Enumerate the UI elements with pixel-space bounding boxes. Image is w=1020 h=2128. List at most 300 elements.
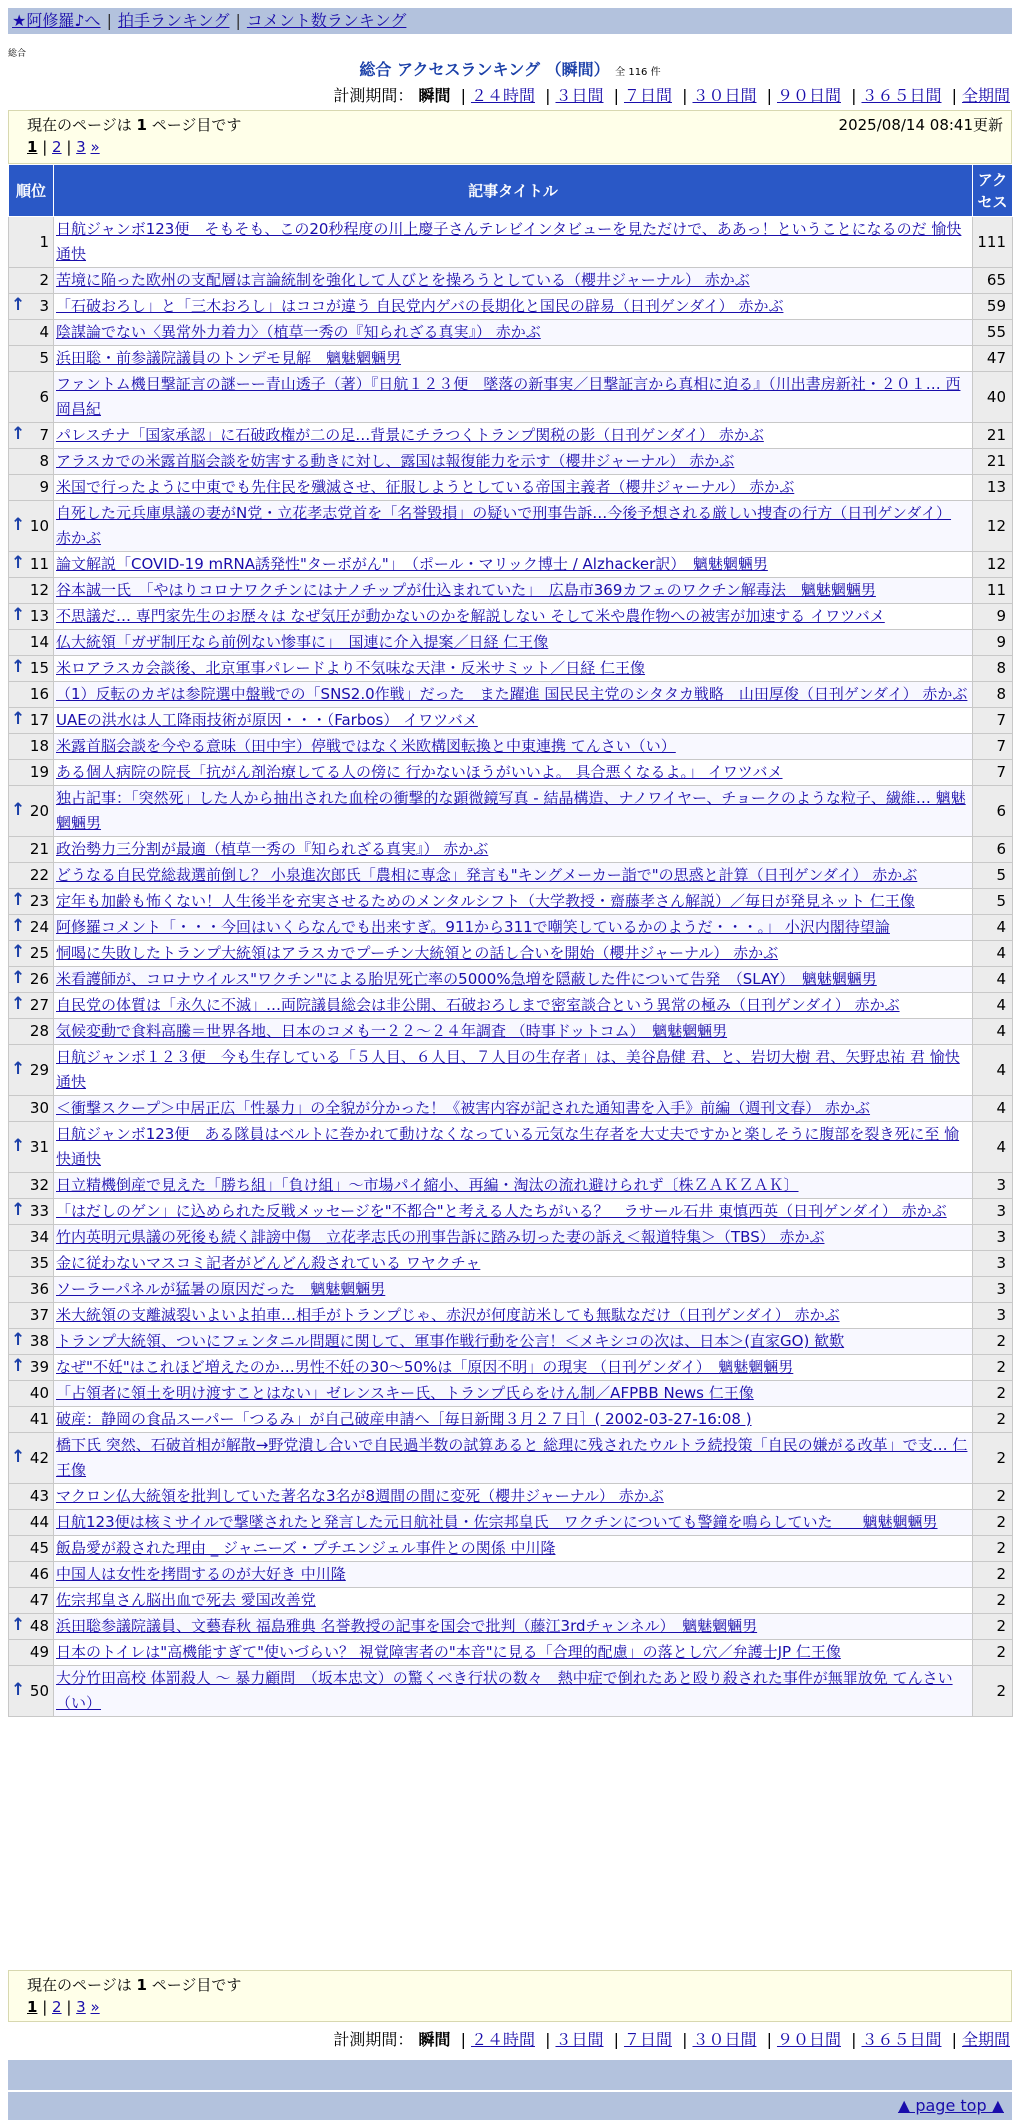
period-option-24h-bottom[interactable]: ２４時間 xyxy=(470,2030,535,2049)
article-link[interactable]: 定年も加齢も怖くない！人生後半を充実させるためのメンタルシフト（大学教授・齋藤孝さん解説）／毎日が発見ネット 仁王像 xyxy=(56,892,915,910)
access-count: 2 xyxy=(973,1329,1013,1355)
table-row xyxy=(9,889,1013,915)
table-row xyxy=(9,372,1013,423)
rank-cell xyxy=(9,1510,54,1536)
rank-cell xyxy=(9,993,54,1019)
article-link[interactable]: 苦境に陥った欧州の支配層は言論統制を強化して人びとを操ろうとしている（櫻井ジャーナル） 赤かぶ xyxy=(56,271,750,289)
title-cell xyxy=(54,630,973,656)
applause-ranking-link[interactable]: 拍手ランキング xyxy=(117,11,230,30)
rank-number: 11 xyxy=(29,555,49,573)
table-row xyxy=(9,1199,1013,1225)
article-link[interactable]: ファントム機目撃証言の謎ーー青山透子（著）『日航１２３便 墜落の新事実／目撃証言から真相に迫る』（川出書房新社・２０１… 西岡昌紀 xyxy=(56,375,961,418)
access-count: 7 xyxy=(973,760,1013,786)
rank-number: 47 xyxy=(29,1591,49,1609)
col-rank-header: 順位 xyxy=(9,165,54,217)
category-tag: 総合 xyxy=(8,49,27,59)
table-row xyxy=(9,1588,1013,1614)
article-link[interactable]: 「はだしのゲン」に込められた反戦メッセージを"不都合"と考える人たちがいる？ ラサール石井 東慎西英（日刊ゲンダイ） 赤かぶ xyxy=(56,1202,947,1220)
article-link[interactable]: 日航ジャンボ123便 ある隊員はベルトに巻かれて動けなくなっている元気な生存者を大丈夫ですかと楽しそうに腹部を裂き死に至 愉快通快 xyxy=(56,1125,960,1168)
article-link[interactable]: 米大統領の支離滅裂いよいよ拍車…相手がトランプじゃ、赤沢が何度訪米しても無駄なだけ（日刊ゲンダイ） 赤かぶ xyxy=(56,1306,840,1324)
period-option-7d-bottom[interactable]: ７日間 xyxy=(623,2030,672,2049)
period-option-24h[interactable]: ２４時間 xyxy=(470,86,535,105)
rank-cell xyxy=(9,1096,54,1122)
pagination-bottom: 1 | 2 | 3 » xyxy=(27,1998,100,2016)
rank-number: 12 xyxy=(29,581,49,599)
title-cell xyxy=(54,578,973,604)
rank-number: 33 xyxy=(29,1202,49,1220)
title-cell xyxy=(54,1407,973,1433)
table-row xyxy=(9,863,1013,889)
article-link[interactable]: 米ロアラスカ会談後、北京軍事パレードより不気味な天津・反米サミット／日経 仁王像 xyxy=(56,659,646,677)
article-link[interactable]: 浜田聡・前参議院議員のトンデモ見解 魑魅魍魎男 xyxy=(56,349,402,367)
rank-cell xyxy=(9,604,54,630)
access-count: 3 xyxy=(973,1173,1013,1199)
period-option-90d-bottom[interactable]: ９０日間 xyxy=(776,2030,841,2049)
article-link[interactable]: 自民党の体質は「永久に不滅」…両院議員総会は非公開、石破おろしまで密室談合という異常の極み（日刊ゲンダイ） 赤かぶ xyxy=(56,996,900,1014)
up-arrow-icon: ↑ xyxy=(11,709,26,729)
article-link[interactable]: 日立精機倒産で見えた「勝ち組」「負け組」～市場パイ縮小、再編・淘汰の流れ避けられず〔株ＺＡＫＺＡＫ〕 xyxy=(56,1176,799,1194)
period-option-all-bottom[interactable]: 全期間 xyxy=(961,2030,1010,2049)
article-link[interactable]: 日航ジャンボ１２３便 今も生存している「５人目、６人目、７人目の生存者」は、美谷島健 君、と、岩切大樹 君、矢野忠祐 君 愉快通快 xyxy=(56,1048,960,1091)
table-row xyxy=(9,1355,1013,1381)
article-link[interactable]: 米国で行ったように中東でも先住民を殲滅させ、征服しようとしている帝国主義者（櫻井ジャーナル） 赤かぶ xyxy=(56,478,795,496)
table-row xyxy=(9,1277,1013,1303)
article-link[interactable]: 日本のトイレは"高機能すぎて"使いづらい？ 視覚障害者の"本音"に見る「合理的配慮」の落とし穴／弁護士JP 仁王像 xyxy=(56,1643,841,1661)
title-cell xyxy=(54,708,973,734)
table-row xyxy=(9,320,1013,346)
up-arrow-icon: ↑ xyxy=(11,1330,26,1350)
table-row xyxy=(9,1640,1013,1666)
page-next-bottom[interactable]: » xyxy=(90,1998,100,2016)
rank-cell xyxy=(9,1562,54,1588)
period-option-365d[interactable]: ３６５日間 xyxy=(861,86,942,105)
title-cell xyxy=(54,320,973,346)
article-link[interactable]: 不思議だ… 専門家先生のお歴々は なぜ気圧が動かないのかを解説しない そして米や農作物への被害が加速する イワツバメ xyxy=(56,607,885,625)
rank-cell xyxy=(9,320,54,346)
article-link[interactable]: どうなる自民党総裁選前倒し？ 小泉進次郎氏「農相に専念」発言も"キングメーカー詣で"の思惑と計算（日刊ゲンダイ） 赤かぶ xyxy=(56,866,918,884)
rank-cell xyxy=(9,1614,54,1640)
access-count: 3 xyxy=(973,1277,1013,1303)
rank-number: 34 xyxy=(29,1228,49,1246)
pager-text-pre-bottom: 現在のページは xyxy=(27,1976,132,1994)
article-link[interactable]: ＜衝撃スクープ＞中居正広「性暴力」の全貌が分かった！《被害内容が記された通知書を入手》前編（週刊文春） 赤かぶ xyxy=(56,1099,871,1117)
access-count: 2 xyxy=(973,1355,1013,1381)
article-link[interactable]: 阿修羅コメント「・・・今回はいくらなんでも出来すぎ。911から311で嘲笑しているかのようだ・・・。」 小沢内閣待望論 xyxy=(56,918,890,936)
rank-cell xyxy=(9,967,54,993)
footer-bar-pagetop xyxy=(8,2092,1012,2120)
rank-number: 48 xyxy=(29,1617,49,1635)
access-count: 4 xyxy=(973,967,1013,993)
article-link[interactable]: 金に従わないマスコミ記者がどんどん殺されている ワヤクチャ xyxy=(56,1254,481,1272)
title-cell xyxy=(54,1122,973,1173)
page-title-text: 総合 アクセスランキング （瞬間） xyxy=(359,60,610,79)
up-arrow-icon: ↑ xyxy=(11,1200,26,1220)
rank-cell xyxy=(9,630,54,656)
page-link-2[interactable]: 2 xyxy=(52,138,62,156)
title-cell xyxy=(54,760,973,786)
rank-cell xyxy=(9,552,54,578)
rank-number: 14 xyxy=(29,633,49,651)
rank-cell xyxy=(9,1329,54,1355)
article-link[interactable]: パレスチナ「国家承認」に石破政権が二の足…背景にチラつくトランプ関税の影（日刊ゲンダイ） 赤かぶ xyxy=(56,426,764,444)
title-cell xyxy=(54,786,973,837)
article-link[interactable]: 独占記事：「突然死」した人から抽出された血栓の衝撃的な顕微鏡写真 - 結晶構造、ナノワイヤー、チョークのような粒子、繊維… 魑魅魍魎男 xyxy=(56,789,966,832)
access-count: 4 xyxy=(973,941,1013,967)
table-row xyxy=(9,1433,1013,1484)
article-link[interactable]: 米露首脳会談を今やる意味（田中宇）停戦ではなく米欧構図転換と中東連携 てんさい（い） xyxy=(56,737,676,755)
title-cell xyxy=(54,1303,973,1329)
pager-current-number: 1 xyxy=(136,116,147,134)
title-cell xyxy=(54,1277,973,1303)
period-current-bottom: 瞬間 xyxy=(418,2030,451,2049)
title-cell xyxy=(54,1666,973,1717)
access-count: 2 xyxy=(973,1614,1013,1640)
rank-number: 50 xyxy=(29,1681,49,1700)
rank-cell xyxy=(9,423,54,449)
col-title-header: 記事タイトル xyxy=(54,165,973,217)
table-row xyxy=(9,268,1013,294)
table-row xyxy=(9,552,1013,578)
table-row xyxy=(9,1536,1013,1562)
access-count: 3 xyxy=(973,1251,1013,1277)
up-arrow-icon: ↑ xyxy=(11,295,26,315)
title-cell xyxy=(54,423,973,449)
title-cell xyxy=(54,1045,973,1096)
title-cell xyxy=(54,682,973,708)
table-row xyxy=(9,1096,1013,1122)
article-link[interactable]: 日航123便は核ミサイルで撃墜されたと発言した元日航社員・佐宗邦皇氏 ワクチンについても警鐘を鳴らしていた 魑魅魍魎男 xyxy=(56,1513,938,1531)
up-arrow-icon: ↑ xyxy=(11,514,26,535)
rank-cell xyxy=(9,941,54,967)
up-arrow-icon: ↑ xyxy=(11,994,26,1014)
page-link-3-bottom[interactable]: 3 xyxy=(76,1998,86,2016)
period-option-365d-bottom[interactable]: ３６５日間 xyxy=(861,2030,942,2049)
table-row xyxy=(9,993,1013,1019)
rank-number: 4 xyxy=(39,323,49,341)
table-row xyxy=(9,941,1013,967)
table-row xyxy=(9,1407,1013,1433)
table-row xyxy=(9,734,1013,760)
rank-cell xyxy=(9,449,54,475)
table-row xyxy=(9,786,1013,837)
rank-number: 20 xyxy=(29,801,49,820)
home-link[interactable]: ★阿修羅♪へ xyxy=(12,11,101,30)
rank-number: 13 xyxy=(29,607,49,625)
article-link[interactable]: 浜田聡参議院議員、文藝春秋 福島雅典 名誉教授の記事を国会で批判（藤江3rdチャンネル） 魑魅魍魎男 xyxy=(56,1617,758,1635)
period-label-bottom: 計測期間： xyxy=(333,2030,414,2049)
rank-number: 24 xyxy=(29,918,49,936)
period-option-90d[interactable]: ９０日間 xyxy=(776,86,841,105)
article-link[interactable]: 気候変動で食料高騰＝世界各地、日本のコメも一２２～２４年調査 （時事ドットコム） 魑魅魍魎男 xyxy=(56,1022,728,1040)
rank-number: 7 xyxy=(39,426,49,444)
rank-number: 39 xyxy=(29,1358,49,1376)
title-cell xyxy=(54,1019,973,1045)
article-link[interactable]: 橋下氏 突然、石破首相が解散→野党潰し合いで自民過半数の試算あると 総理に残されたウルトラ続投策「自民の嫌がる改革」で支… 仁王像 xyxy=(56,1436,968,1479)
pager-status-bottom xyxy=(27,1974,993,1996)
rank-cell xyxy=(9,1407,54,1433)
title-cell xyxy=(54,372,973,423)
rank-cell xyxy=(9,1433,54,1484)
title-cell xyxy=(54,915,973,941)
rank-number: 40 xyxy=(29,1384,49,1402)
title-cell xyxy=(54,1225,973,1251)
table-row xyxy=(9,1666,1013,1717)
up-arrow-icon: ↑ xyxy=(11,424,26,444)
rank-cell xyxy=(9,1666,54,1717)
rank-number: 45 xyxy=(29,1539,49,1557)
col-access-header: アクセス xyxy=(973,165,1013,217)
article-link[interactable]: トランプ大統領、ついにフェンタニル問題に関して、軍事作戦行動を公言！＜メキシコの次は、日本＞(直家GO) 歓歎 xyxy=(56,1332,845,1350)
rank-cell xyxy=(9,863,54,889)
access-count: 40 xyxy=(973,372,1013,423)
title-cell xyxy=(54,1536,973,1562)
rank-cell xyxy=(9,217,54,268)
access-count: 4 xyxy=(973,915,1013,941)
ranking-table-body xyxy=(9,217,1013,1717)
article-link[interactable]: 日航ジャンボ123便 そもそも、この20秒程度の川上慶子さんテレビインタビューを見ただけで、ああっ！ということになるのだ 愉快通快 xyxy=(56,220,962,263)
article-link[interactable]: 飯島愛が殺された理由 _ ジャニーズ・プチエンジェル事件との関係 中川隆 xyxy=(56,1539,556,1557)
title-cell xyxy=(54,993,973,1019)
access-count: 5 xyxy=(973,889,1013,915)
title-cell xyxy=(54,268,973,294)
access-count: 2 xyxy=(973,1588,1013,1614)
access-count: 111 xyxy=(973,217,1013,268)
up-arrow-icon: ↑ xyxy=(11,1615,26,1635)
rank-number: 5 xyxy=(39,349,49,367)
page-top-link[interactable]: ▲ page top ▲ xyxy=(897,2096,1004,2115)
article-link[interactable]: 米看護師が、コロナウイルス"ワクチン"による胎児死亡率の5000%急増を隠蔽した件について告発 （SLAY） 魑魅魍魎男 xyxy=(56,970,877,988)
article-link[interactable]: （1）反転のカギは参院選中盤戦での「SNS2.0作戦」だった また躍進 国民民主党のシタタカ戦略 山田厚俊（日刊ゲンダイ） 赤かぶ xyxy=(56,685,968,703)
rank-number: 46 xyxy=(29,1565,49,1583)
article-link[interactable]: 破産：静岡の食品スーパー「つるみ」が自己破産申請へ［毎日新聞３月２７日］( 2002-03-27-16:08 ) xyxy=(56,1410,752,1428)
article-link[interactable]: 陰謀論でない〈異常外力着力〉（植草一秀の『知られざる真実』） 赤かぶ xyxy=(56,323,541,341)
rank-number: 10 xyxy=(29,516,49,535)
access-count: 2 xyxy=(973,1640,1013,1666)
access-count: 2 xyxy=(973,1381,1013,1407)
article-link[interactable]: 竹内英明元県議の死後も続く誹謗中傷 立花孝志氏の刑事告訴に踏み切った妻の訴え＜報道特集＞（TBS） 赤かぶ xyxy=(56,1228,825,1246)
up-arrow-icon: ↑ xyxy=(11,1135,26,1156)
article-link[interactable]: 恫喝に失敗したトランプ大統領はアラスカでプーチン大統領との話し合いを開始（櫻井ジャーナル） 赤かぶ xyxy=(56,944,779,962)
comment-ranking-link[interactable]: コメント数ランキング xyxy=(246,11,407,30)
title-cell xyxy=(54,1640,973,1666)
table-row xyxy=(9,1122,1013,1173)
rank-cell xyxy=(9,578,54,604)
table-row xyxy=(9,656,1013,682)
title-cell xyxy=(54,863,973,889)
title-cell xyxy=(54,1484,973,1510)
rank-cell xyxy=(9,1355,54,1381)
period-option-3d-bottom[interactable]: ３日間 xyxy=(555,2030,604,2049)
access-count: 3 xyxy=(973,1225,1013,1251)
table-row xyxy=(9,967,1013,993)
rank-number: 1 xyxy=(39,232,49,251)
rank-cell xyxy=(9,1640,54,1666)
article-link[interactable]: ある個人病院の院長「抗がん剤治療してる人の傍に 行かないほうがいいよ。 具合悪くなるよ。」 イワツバメ xyxy=(56,763,783,781)
rank-cell xyxy=(9,708,54,734)
title-cell xyxy=(54,1329,973,1355)
title-cell xyxy=(54,967,973,993)
table-header-row xyxy=(9,165,1013,217)
title-cell xyxy=(54,1588,973,1614)
rank-number: 28 xyxy=(29,1022,49,1040)
access-count: 2 xyxy=(973,1484,1013,1510)
access-count: 4 xyxy=(973,993,1013,1019)
rank-number: 41 xyxy=(29,1410,49,1428)
article-link[interactable]: ソーラーパネルが猛暑の原因だった 魑魅魍魎男 xyxy=(56,1280,386,1298)
up-arrow-icon: ↑ xyxy=(11,1058,26,1079)
access-count: 6 xyxy=(973,837,1013,863)
rank-number: 8 xyxy=(39,452,49,470)
updated-timestamp: 2025/08/14 08:41更新 xyxy=(838,116,1003,134)
rank-number: 15 xyxy=(29,659,49,677)
rank-number: 6 xyxy=(39,387,49,406)
rank-number: 37 xyxy=(29,1306,49,1324)
access-count: 12 xyxy=(973,552,1013,578)
rank-cell xyxy=(9,1045,54,1096)
period-option-30d-bottom[interactable]: ３０日間 xyxy=(692,2030,757,2049)
article-link[interactable]: アラスカでの米露首脳会談を妨害する動きに対し、露国は報復能力を示す（櫻井ジャーナル） 赤かぶ xyxy=(56,452,735,470)
title-cell xyxy=(54,1173,973,1199)
rank-number: 35 xyxy=(29,1254,49,1272)
title-cell xyxy=(54,294,973,320)
pager-text-post: ページ目です xyxy=(151,116,242,134)
title-cell xyxy=(54,837,973,863)
title-cell xyxy=(54,475,973,501)
rank-number: 49 xyxy=(29,1643,49,1661)
rank-cell xyxy=(9,837,54,863)
title-cell xyxy=(54,1355,973,1381)
up-arrow-icon: ↑ xyxy=(11,942,26,962)
table-row xyxy=(9,1614,1013,1640)
rank-cell xyxy=(9,1303,54,1329)
article-link[interactable]: 自死した元兵庫県議の妻がN党・立花孝志党首を「名誉毀損」の疑いで刑事告訴…今後予想される厳しい捜査の行方（日刊ゲンダイ） 赤かぶ xyxy=(56,504,952,547)
access-count: 7 xyxy=(973,708,1013,734)
access-count: 11 xyxy=(973,578,1013,604)
period-option-7d[interactable]: ７日間 xyxy=(623,86,672,105)
rank-cell xyxy=(9,1536,54,1562)
title-cell xyxy=(54,941,973,967)
rank-cell xyxy=(9,915,54,941)
rank-number: 44 xyxy=(29,1513,49,1531)
page-current-bottom: 1 xyxy=(27,1998,38,2016)
up-arrow-icon: ↑ xyxy=(11,1679,26,1700)
access-count: 5 xyxy=(973,863,1013,889)
table-row xyxy=(9,1173,1013,1199)
rank-cell xyxy=(9,501,54,552)
access-count: 3 xyxy=(973,1303,1013,1329)
article-link[interactable]: 仏大統領「ガザ制圧なら前例ない惨事に」 国連に介入提案／日経 仁王像 xyxy=(56,633,549,651)
table-row xyxy=(9,604,1013,630)
rank-number: 19 xyxy=(29,763,49,781)
title-cell xyxy=(54,889,973,915)
article-link[interactable]: なぜ"不妊"はこれほど増えたのか…男性不妊の30～50%は「原因不明」の現実 （日刊ゲンダイ） 魑魅魍魎男 xyxy=(56,1358,794,1376)
article-count: 全 116 件 xyxy=(615,67,661,78)
table-row xyxy=(9,1510,1013,1536)
rank-cell xyxy=(9,1484,54,1510)
access-count: 55 xyxy=(973,320,1013,346)
article-link[interactable]: 「石破おろし」と「三木おろし」はココが違う 自民党内ゲバの長期化と国民の辟易（日刊ゲンダイ） 赤かぶ xyxy=(56,297,784,315)
ranking-table xyxy=(8,164,1013,1717)
rank-number: 23 xyxy=(29,892,49,910)
table-row xyxy=(9,346,1013,372)
title-cell xyxy=(54,1614,973,1640)
table-row xyxy=(9,1019,1013,1045)
pager-current-number-bottom: 1 xyxy=(136,1976,147,1994)
article-link[interactable]: 「占領者に領土を明け渡すことはない」ゼレンスキー氏、トランプ氏らをけん制／AFPBB News 仁王像 xyxy=(56,1384,754,1402)
table-row xyxy=(9,1484,1013,1510)
rank-number: 26 xyxy=(29,970,49,988)
page-link-2-bottom[interactable]: 2 xyxy=(52,1998,62,2016)
table-row xyxy=(9,449,1013,475)
rank-number: 32 xyxy=(29,1176,49,1194)
table-row xyxy=(9,501,1013,552)
article-link[interactable]: 谷本誠一氏 「やはりコロナワクチンにはナノチップが仕込まれていた」 広島市369カフェのワクチン解毒法 魑魅魍魎男 xyxy=(56,581,876,599)
rank-number: 18 xyxy=(29,737,49,755)
article-link[interactable]: 政治勢力三分割が最適（植草一秀の『知られざる真実』） 赤かぶ xyxy=(56,840,489,858)
title-cell xyxy=(54,734,973,760)
table-row xyxy=(9,423,1013,449)
access-count: 4 xyxy=(973,1096,1013,1122)
rank-number: 17 xyxy=(29,711,49,729)
page-link-3[interactable]: 3 xyxy=(76,138,86,156)
table-row xyxy=(9,1225,1013,1251)
title-cell xyxy=(54,1433,973,1484)
rank-number: 9 xyxy=(39,478,49,496)
period-label: 計測期間： xyxy=(333,86,414,105)
table-row xyxy=(9,1329,1013,1355)
table-row xyxy=(9,1303,1013,1329)
top-nav-bar: ★阿修羅♪へ | 拍手ランキング | コメント数ランキング xyxy=(8,8,1012,34)
rank-cell xyxy=(9,734,54,760)
table-row xyxy=(9,708,1013,734)
title-cell xyxy=(54,1251,973,1277)
rank-cell xyxy=(9,1019,54,1045)
page-next[interactable]: » xyxy=(90,138,100,156)
up-arrow-icon: ↑ xyxy=(11,657,26,677)
article-link[interactable]: マクロン仏大統領を批判していた著名な3名が8週間の間に変死（櫻井ジャーナル） 赤かぶ xyxy=(56,1487,664,1505)
period-option-all[interactable]: 全期間 xyxy=(961,86,1010,105)
table-row xyxy=(9,1381,1013,1407)
period-option-30d[interactable]: ３０日間 xyxy=(692,86,757,105)
rank-cell xyxy=(9,1381,54,1407)
access-count: 59 xyxy=(973,294,1013,320)
rank-number: 2 xyxy=(39,271,49,289)
pagination: 1 | 2 | 3 » xyxy=(27,138,100,156)
period-option-3d[interactable]: ３日間 xyxy=(555,86,604,105)
access-count: 6 xyxy=(973,786,1013,837)
rank-cell xyxy=(9,760,54,786)
rank-number: 25 xyxy=(29,944,49,962)
article-link[interactable]: UAEの洪水は人工降雨技術が原因・・・（Farbos） イワツバメ xyxy=(56,711,478,729)
table-row xyxy=(9,760,1013,786)
rank-cell xyxy=(9,1122,54,1173)
rank-number: 3 xyxy=(39,297,49,315)
table-row xyxy=(9,915,1013,941)
access-count: 12 xyxy=(973,501,1013,552)
table-row xyxy=(9,1562,1013,1588)
rank-number: 36 xyxy=(29,1280,49,1298)
article-link[interactable]: 大分竹田高校 体罰殺人 ～ 暴力顧問 （坂本忠文）の驚くべき行状の数々 熱中症で倒れたあと殴り殺された事件が無罪放免 てんさい（い） xyxy=(56,1669,953,1712)
article-link[interactable]: 論文解説「COVID-19 mRNA誘発性"ターボがん"」 （ポール・マリック博士 / Alzhacker訳） 魑魅魍魎男 xyxy=(56,555,768,573)
article-link[interactable]: 中国人は女性を拷問するのが大好き 中川隆 xyxy=(56,1565,346,1583)
rank-cell xyxy=(9,1251,54,1277)
access-count: 9 xyxy=(973,630,1013,656)
table-row xyxy=(9,837,1013,863)
rank-cell xyxy=(9,1277,54,1303)
article-link[interactable]: 佐宗邦皇さん脳出血で死去 愛国改善党 xyxy=(56,1591,316,1609)
title-cell xyxy=(54,449,973,475)
rank-number: 42 xyxy=(29,1448,49,1467)
